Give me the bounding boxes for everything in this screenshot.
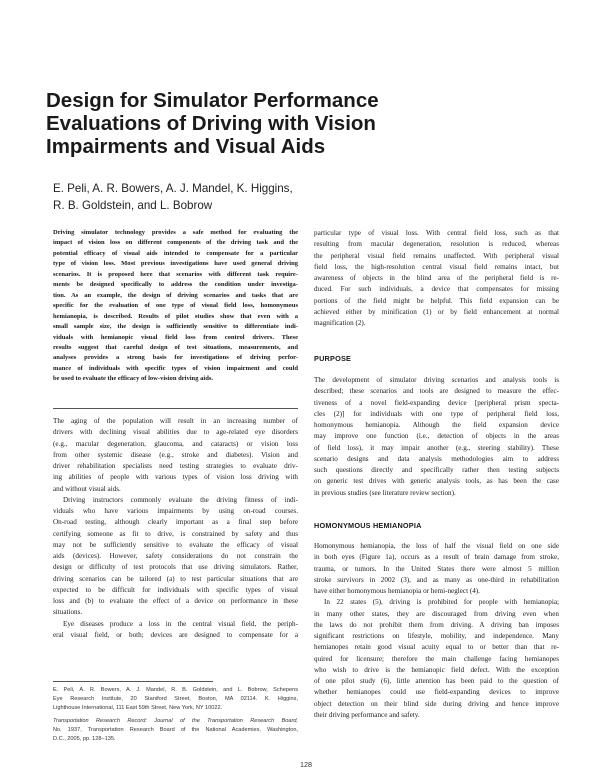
abstract-divider — [53, 408, 298, 409]
section-heading-hemianopia: HOMONYMOUS HEMIANOPIA — [314, 521, 422, 530]
body-line: described; these scenarios and tools are designed to measure the effec- — [314, 387, 559, 396]
abstract — [53, 228, 298, 385]
body-line: situations. — [53, 608, 83, 617]
body-line: field loss, the high-resolution central visual field remains intact, but — [314, 262, 559, 271]
abstract-line: potential efficacy of visual aids intended to compensate for a particular — [53, 249, 298, 257]
body-line: ing abilities of people with various types of vision loss driving with — [53, 473, 298, 482]
body-line: cles (2)] for individuals with one type of peripheral field loss, — [314, 409, 559, 418]
body-line: On-road testing, although clearly important as a final step before — [53, 518, 298, 527]
intro-continued — [314, 228, 559, 329]
abstract-line: hemianopia, is described. Results of pilot studies show that even with a — [53, 312, 298, 320]
body-line: driver rehabilitation specialists need testing strategies to evaluate driv- — [53, 462, 298, 470]
body-line: aids (devices). However, safety considerations do not constrain the — [53, 552, 298, 560]
body-line: significant restrictions on lifestyle, mobility, and independence. Many — [314, 632, 559, 640]
title-line: Design for Simulator Performance — [46, 89, 379, 112]
footnote-divider — [53, 681, 213, 682]
body-line: certifying someone as fit to drive, is constrained by safety and thus — [53, 529, 298, 538]
body-line: on generic test drives with generic analysis tools, as has been the case — [314, 477, 559, 486]
abstract-line: tion. As an example, the design of driving scenarios and tasks that are — [53, 291, 298, 299]
body-line: magnification (2). — [314, 319, 366, 327]
body-line: The development of simulator driving scenarios and analysis tools is — [314, 376, 559, 384]
footnote-line: Transportation Research Record: Journal of the Transportation Research Board, — [53, 718, 298, 724]
body-line: such questions directly and specifically rather then testing subjects — [314, 466, 559, 474]
abstract-line: viduals with hemianopic visual field loss from control drivers. These — [53, 333, 298, 341]
body-line: portions of the field might be helpful. This field expansion can be — [314, 296, 559, 305]
paper-title — [46, 89, 546, 158]
body-line: particular type of visual loss. With central field loss, such as that — [314, 229, 559, 237]
body-line: from other systemic disease (e.g., stroke and diabetes). Vision and — [53, 450, 298, 459]
body-line: eral visual field, or both; devices are designed to compensate for a — [53, 630, 298, 639]
body-line: object detection on their blind side during driving and hence improve — [314, 699, 559, 708]
body-line: who wish to drive is the hemianopic field defect. With the exception — [314, 665, 559, 674]
body-line: (e.g., macular degeneration, glaucoma, and cataracts) or vision loss — [53, 439, 298, 448]
body-line: loss and (b) to evaluate the effect of a device on performance in these — [53, 597, 298, 605]
body-line: in many other states, they are discouraged from driving even when — [314, 609, 559, 618]
abstract-line: be used to evaluate the efficacy of low-vision driving aids. — [53, 375, 214, 383]
footnote-line: Eye Research Institute, 20 Staniford Street, Boston, MA 02114. K. Higgins, — [53, 695, 298, 702]
abstract-line: analyses provides a strong basis for investigations of driving perfor- — [53, 354, 298, 362]
intro-paragraph — [53, 619, 298, 642]
purpose-text — [314, 375, 559, 499]
hemianopia-text — [314, 541, 559, 721]
abstract-line: mance of individuals with specific types of vision impairment and could — [53, 364, 298, 372]
abstract-line: Driving simulator technology provides a safe method for evaluating the — [53, 229, 298, 236]
hemianopia-paragraph — [314, 597, 559, 721]
intro-paragraph — [53, 416, 298, 495]
body-line: stroke survivors in 2002 (3), and as many as one-third in rehabilitation — [314, 575, 559, 584]
section-heading-purpose: PURPOSE — [314, 354, 352, 363]
body-line: achieved either by minification (1) or by field enhancement at normal — [314, 307, 559, 316]
body-line: in previous studies (see literature review section). — [314, 488, 456, 497]
abstract-line: results suggest that careful design of test situations, measurements, and — [53, 343, 298, 351]
body-line: Driving instructors commonly evaluate the driving fitness of indi- — [63, 495, 298, 504]
body-line: tiveness of a novel field-expanding device [peripheral prism specta- — [314, 398, 559, 407]
authors-line: E. Peli, A. R. Bowers, A. J. Mandel, K. Higgins, — [53, 182, 293, 195]
hemianopia-paragraph — [314, 541, 559, 597]
journal-citation — [53, 717, 298, 743]
body-line: of field loss), it may impair another (e.g., steering stability). These — [314, 443, 559, 452]
abstract-line: ments be designed specifically to address the condition under investiga- — [53, 281, 298, 289]
intro-paragraph — [53, 495, 298, 619]
body-line: awareness of objects in the blind area of the peripheral field is re- — [314, 274, 559, 282]
abstract-line: specific for the evaluation of one type of visual field loss, homonymous — [53, 302, 298, 310]
body-line: driving scenarios can be tailored (a) to test particular situations that are — [53, 574, 298, 583]
body-line: hemianopes retain good visual acuity equal to or better than that re- — [314, 643, 559, 652]
body-line: in both eyes (Figure 1a), occurs as a result of brain damage from stroke, — [314, 553, 559, 562]
abstract-line: small sample size, the design is sufficiently sensitive to differentiate indi- — [53, 323, 298, 331]
title-line: Evaluations of Driving with Vision — [46, 112, 376, 135]
footnote-line: E. Peli, A. R. Bowers, A. J. Mandel, R. B. Goldstein, and L. Bobrow, Schepens — [53, 687, 298, 693]
body-line: Homonymous hemianopia, the loss of half the visual field on one side — [314, 542, 559, 550]
authors-line: R. B. Goldstein, and L. Bobrow — [53, 199, 213, 212]
body-line: may improve one function (i.e., detection of objects in the areas — [314, 432, 559, 441]
body-line: resulting from macular degeneration, resolution is reduced, whereas — [314, 240, 559, 249]
body-line: whether hemianopes could use field-expanding devices to improve — [314, 688, 559, 697]
abstract-line: type of vision loss. Most previous investigations have used general driving — [53, 260, 298, 268]
body-line: the laws do not prohibit them from driving. A driving ban imposes — [314, 620, 559, 629]
body-line: quired for licensure; therefore the main challenge facing hemianopes — [314, 654, 559, 663]
footnote-line: Lighthouse International, 111 East 59th Street, New York, NY 10022. — [53, 704, 223, 711]
footnote-line: D.C., 2005, pp. 128–135. — [53, 735, 116, 742]
body-line: design or difficulty of test protocols that use driving simulators. Rather, — [53, 563, 298, 572]
body-line: scenario designs and data analysis methodologies aim to address — [314, 454, 559, 463]
body-line: trauma, or tumors. In the United States there were almost 5 million — [314, 564, 559, 573]
body-line: duced. For such individuals, a device that compensates for missing — [314, 285, 559, 294]
intro-text — [53, 416, 298, 641]
body-line: Eye diseases produce a loss in the central visual field, the periph- — [63, 619, 298, 628]
body-line: have either homonymous hemianopia or hemi-neglect (4). — [314, 587, 480, 595]
body-line: The aging of the population will result in an increasing number of — [53, 417, 298, 425]
body-line: the peripheral visual field remains unaffected. With peripheral visual — [314, 251, 559, 260]
body-line: homonymous hemianopia. Although the field expansion device — [314, 421, 559, 429]
body-line: and without visual aids. — [53, 484, 121, 493]
author-list — [53, 180, 493, 214]
page-number: 128 — [300, 760, 312, 769]
title-line: Impairments and Visual Aids — [46, 135, 326, 158]
author-affiliation — [53, 686, 298, 712]
abstract-line: impact of vision loss on different components of the driving task and the — [53, 239, 298, 247]
body-line: expected to be difficult for individuals with specific types of visual — [53, 585, 298, 594]
body-line: drivers with declining visual abilities due to age-related eye disorders — [53, 428, 298, 437]
body-line: may not be sufficiently sensitive to evaluate the efficacy of visual — [53, 540, 298, 549]
footnote-line: No. 1937, Transportation Research Board of the National Academies, Washington, — [53, 726, 298, 733]
abstract-line: scenarios. It is proposed here that scenarios with different task require- — [53, 270, 298, 278]
body-line: of one pilot study (6), little attention has been paid to the question of — [314, 677, 559, 685]
body-line: In 22 states (5), driving is prohibited for people with hemianopia; — [324, 598, 559, 607]
body-line: their driving performance and safety. — [314, 710, 420, 719]
body-line: viduals who have various impairments by using on-road courses. — [53, 507, 298, 515]
